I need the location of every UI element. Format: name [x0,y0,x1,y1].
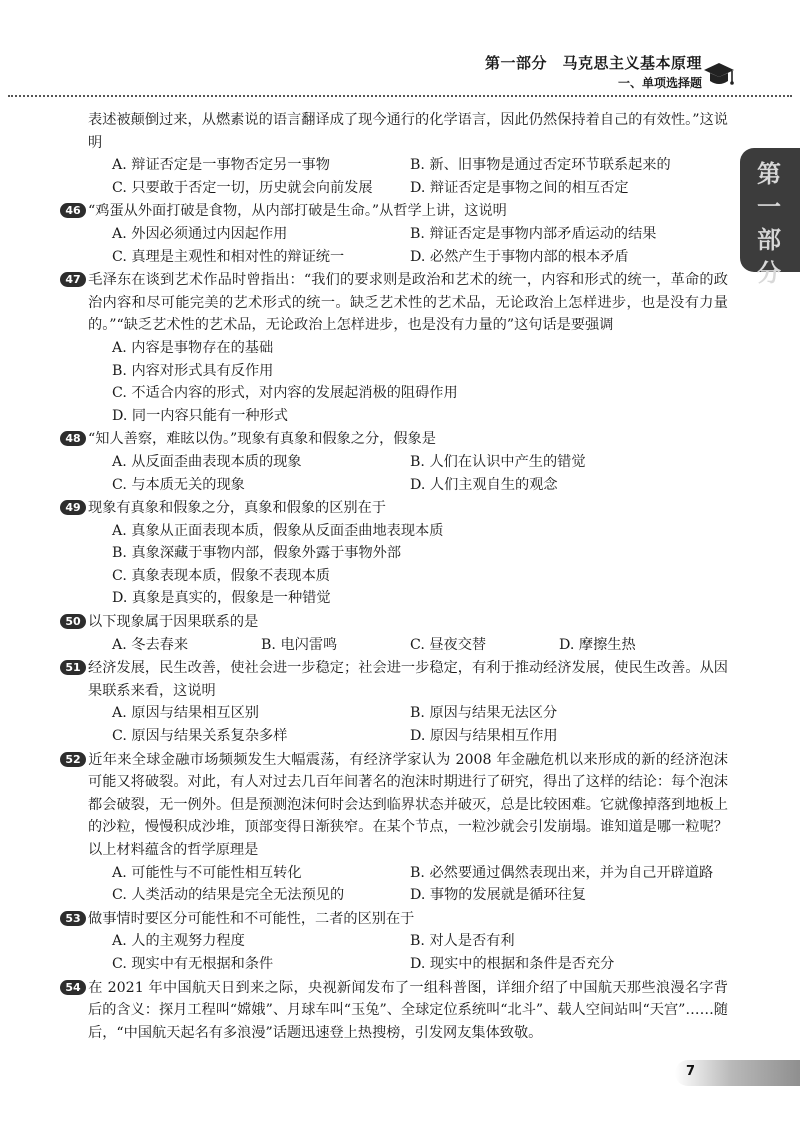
option-a: A. 外因必须通过内因起作用 [112,225,288,242]
option-b: B. 辩证否定是事物内部矛盾运动的结果 [410,225,657,242]
question-stem: “知人善察，难眩以伪。”现象有真象和假象之分，假象是 [88,431,436,448]
option-d: D. 辩证否定是事物之间的相互否定 [410,179,629,196]
option-d: D. 现实中的根据和条件是否充分 [410,955,615,972]
question-stem: 表述被颠倒过来，从燃素说的语言翻译成了现今通行的化学语言，因此仍然保持着自己的有效性。”这说明 [88,112,728,151]
question-stem: “鸡蛋从外面打破是食物，从内部打破是生命。”从哲学上讲，这说明 [88,203,507,220]
option-c: C. 与本质无关的现象 [112,476,245,493]
option-a: A. 可能性与不可能性相互转化 [112,864,302,881]
question-number-badge: 51 [60,660,86,675]
option-c: C. 原因与结果关系复杂多样 [112,728,288,745]
question-49 [65,497,728,610]
question-number-badge: 46 [60,203,86,218]
question-stem: 以下现象属于因果联系的是 [88,614,259,631]
question-number-badge: 48 [60,431,86,446]
question-stem: 做事情时要区分可能性和不可能性，二者的区别在于 [88,910,415,927]
option-d: D. 真象是真实的，假象是一种错觉 [112,590,331,607]
question-stem: 在 2021 年中国航天日到来之际，央视新闻发布了一组科普图，详细介绍了中国航天那些浪漫名字背后的含义：探月工程叫“嫦娥”、月球车叫“玉兔”、全球定位系统叫“北斗”、载人空间站叫“天宫”……随后，“中国航天起名有多浪漫”话题迅速登上热搜榜，引发网友集体致敬。 [88,979,728,1041]
option-c: C. 只要敢于否定一切，历史就会向前发展 [112,179,373,196]
option-b: B. 对人是否有利 [410,933,515,950]
question-number-badge: 52 [60,752,86,767]
question-48 [65,428,728,496]
option-b: B. 必然要通过偶然表现出来，并为自己开辟道路 [410,864,714,881]
option-a: A. 从反面歪曲表现本质的现象 [112,453,302,470]
question-46 [65,200,728,268]
question-number-badge: 54 [60,980,86,995]
question-number-badge: 47 [60,272,86,287]
question-52 [65,749,728,907]
option-a: A. 冬去春来 [112,636,189,653]
option-b: B. 内容对形式具有反作用 [112,362,274,379]
question-53 [65,908,728,976]
side-tab-label: 第一 部分 [757,160,781,287]
option-c: C. 真理是主观性和相对性的辩证统一 [112,248,345,265]
option-b: B. 原因与结果无法区分 [410,705,558,722]
question-list [65,108,728,1044]
question-number-badge: 50 [60,614,86,629]
option-b: B. 新、旧事物是通过否定环节联系起来的 [410,157,671,174]
option-d: D. 人们主观自生的观念 [410,476,558,493]
option-c: C. 昼夜交替 [410,636,487,653]
header-divider [8,95,792,97]
option-d: D. 必然产生于事物内部的根本矛盾 [410,248,629,265]
question-number-badge: 53 [60,911,86,926]
option-a: A. 原因与结果相互区别 [112,705,259,722]
option-c: C. 真象表现本质，假象不表现本质 [112,567,330,584]
question-stem: 近年来全球金融市场频频发生大幅震荡，有经济学家认为 2008 年金融危机以来形成的新的经济泡沫可能又将破裂。对此，有人对过去几百年间著名的泡沫时期进行了研究，得出了这样的结论：每个泡沫都会破裂，无一例外。但是预测泡沫何时会达到临界状态并破灭，总是比较困难。它就像掉落到地板上的沙粒，慢慢积成沙堆，顶部变得日渐狭窄。在某个节点，一粒沙就会引发崩塌。谁知道是哪一粒呢？以上材料蕴含的哲学原理是 [88,751,728,858]
page-number: 7 [686,1064,696,1079]
question-47 [65,269,728,427]
option-d: D. 同一内容只能有一种形式 [112,407,288,424]
option-c: C. 现实中有无根据和条件 [112,955,274,972]
question-number-badge: 49 [60,500,86,515]
section-title: 第一部分 马克思主义基本原理 [484,54,702,72]
question-stem: 毛泽东在谈到艺术作品时曾指出：“我们的要求则是政治和艺术的统一，内容和形式的统一，革命的政治内容和尽可能完美的艺术形式的统一。缺乏艺术性的艺术品，无论政治上怎样进步，也是没有力量的。”“缺乏艺术性的艺术品，无论政治上怎样进步，也是没有力量的”这句话是要强调 [88,272,728,334]
option-a: A. 辩证否定是一事物否定另一事物 [112,157,330,174]
option-c: C. 不适合内容的形式，对内容的发展起消极的阻碍作用 [112,385,458,402]
option-a: A. 内容是事物存在的基础 [112,339,274,356]
option-d: D. 原因与结果相互作用 [410,728,558,745]
option-d: D. 事物的发展就是循环往复 [410,887,586,904]
option-b: B. 真象深藏于事物内部，假象外露于事物外部 [112,545,402,562]
question-stem: 经济发展，民生改善，使社会进一步稳定；社会进一步稳定，有利于推动经济发展，使民生改善。从因果联系来看，这说明 [88,660,728,699]
option-b: B. 电闪雷鸣 [261,636,338,653]
section-subtitle: 一、单项选择题 [617,76,702,90]
option-d: D. 摩擦生热 [559,636,636,653]
question-54 [65,977,728,1045]
question-50 [65,611,728,656]
option-b: B. 人们在认识中产生的错觉 [410,453,586,470]
graduation-cap-icon [702,60,736,90]
question-51 [65,657,728,747]
question-45-continued [88,109,728,199]
option-a: A. 人的主观努力程度 [112,933,245,950]
question-stem: 现象有真象和假象之分，真象和假象的区别在于 [88,500,386,517]
page-header [0,0,800,100]
option-c: C. 人类活动的结果是完全无法预见的 [112,887,345,904]
option-a: A. 真象从正面表现本质，假象从反面歪曲地表现本质 [112,522,444,539]
